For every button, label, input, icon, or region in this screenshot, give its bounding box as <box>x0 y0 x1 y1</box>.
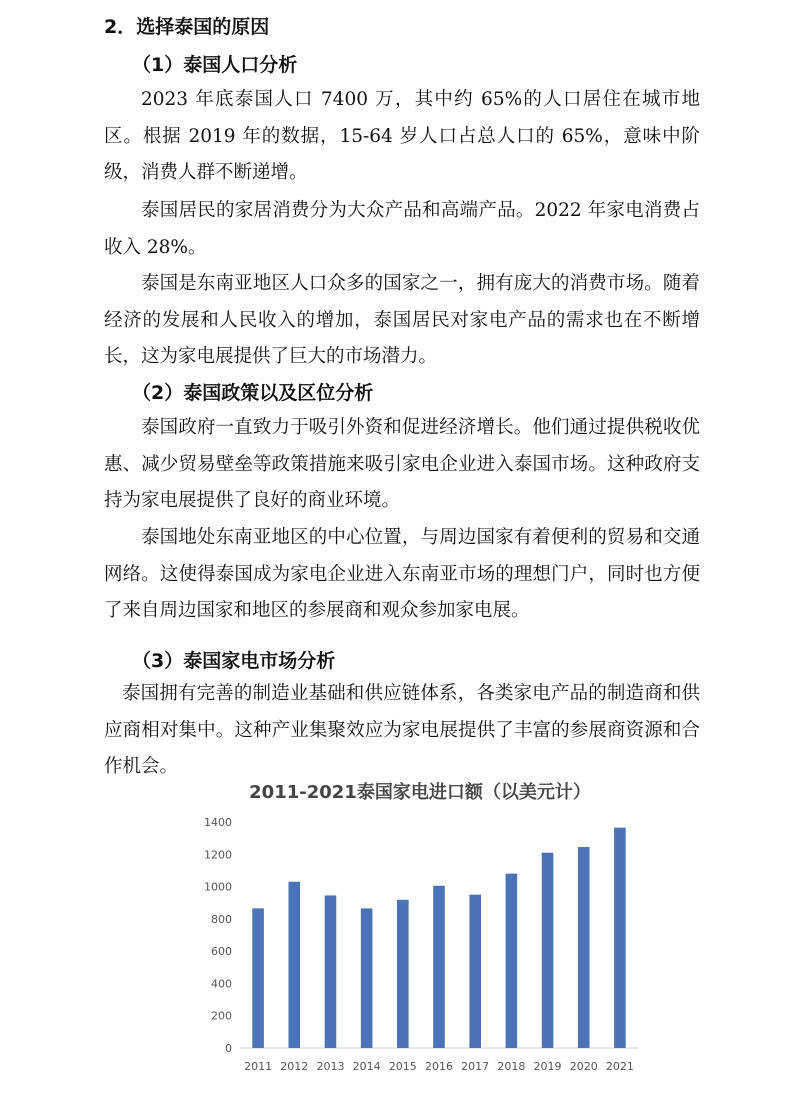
bar-2020 <box>578 847 590 1048</box>
x-tick-label: 2018 <box>497 1060 526 1073</box>
bar-2013 <box>325 895 337 1048</box>
x-tick-label: 2014 <box>352 1060 381 1073</box>
bar-2018 <box>506 874 518 1048</box>
paragraph-policy-2: 泰国地处东南亚地区的中心位置，与周边国家有着便利的贸易和交通网络。这使得泰国成为家电企业进入东南亚市场的理想门户，同时也方便了来自周边国家和地区的参展商和观众参加家电展。 <box>104 527 700 621</box>
chart-title: 2011-2021泰国家电进口额（以美元计） <box>249 782 591 803</box>
x-tick-label: 2017 <box>461 1060 490 1073</box>
x-tick-label: 2019 <box>533 1060 562 1073</box>
x-tick-label: 2012 <box>280 1060 309 1073</box>
x-tick-label: 2013 <box>316 1060 345 1073</box>
y-tick-label: 0 <box>225 1042 232 1055</box>
bar-2021 <box>614 828 626 1048</box>
paragraph-population-3: 泰国是东南亚地区人口众多的国家之一，拥有庞大的消费市场。随着经济的发展和人民收入的增加，泰国居民对家电产品的需求也在不断增长，这为家电展提供了巨大的市场潜力。 <box>104 273 700 367</box>
import-chart <box>190 770 650 1090</box>
y-tick-label: 1200 <box>204 848 232 862</box>
paragraph-market-1: 泰国拥有完善的制造业基础和供应链体系，各类家电产品的制造商和供应商相对集中。这种产业集聚效应为家电展提供了丰富的参展商资源和合作机会。 <box>104 683 700 777</box>
paragraph-population-2: 泰国居民的家居消费分为大众产品和高端产品。2022 年家电消费占收入 28%。 <box>104 200 700 258</box>
bar-2015 <box>397 900 409 1048</box>
x-tick-label: 2015 <box>388 1060 417 1073</box>
x-tick-label: 2020 <box>569 1060 598 1073</box>
bar-2019 <box>542 853 554 1048</box>
y-tick-label: 600 <box>211 945 232 959</box>
subsection-heading-market: （3）泰国家电市场分析 <box>132 650 336 672</box>
y-tick-label: 800 <box>211 912 232 926</box>
bar-2012 <box>288 882 300 1048</box>
paragraph-population-1: 2023 年底泰国人口 7400 万，其中约 65%的人口居住在城市地区。根据 2019 年的数据，15-64 岁人口占总人口的 65%，意味中阶级，消费人群不断递增。 <box>104 89 700 183</box>
y-tick-label: 200 <box>211 1009 232 1023</box>
y-tick-label: 400 <box>211 977 232 991</box>
y-tick-label: 1400 <box>204 816 232 829</box>
bar-2016 <box>433 886 445 1048</box>
section-heading: 2．选择泰国的原因 <box>104 16 270 38</box>
x-tick-label: 2016 <box>425 1060 453 1073</box>
bar-2011 <box>252 908 264 1048</box>
chart-svg <box>190 770 650 1090</box>
x-tick-label: 2011 <box>244 1060 273 1073</box>
paragraph-policy-1: 泰国政府一直致力于吸引外资和促进经济增长。他们通过提供税收优惠、减少贸易壁垒等政策措施来吸引家电企业进入泰国市场。这种政府支持为家电展提供了良好的商业环境。 <box>104 417 700 511</box>
subsection-heading-population: （1）泰国人口分析 <box>132 54 298 76</box>
bar-2014 <box>361 908 373 1048</box>
y-tick-label: 1000 <box>204 880 232 894</box>
bar-2017 <box>469 895 481 1048</box>
subsection-heading-policy: （2）泰国政策以及区位分析 <box>132 382 374 404</box>
x-tick-label: 2021 <box>605 1060 634 1073</box>
